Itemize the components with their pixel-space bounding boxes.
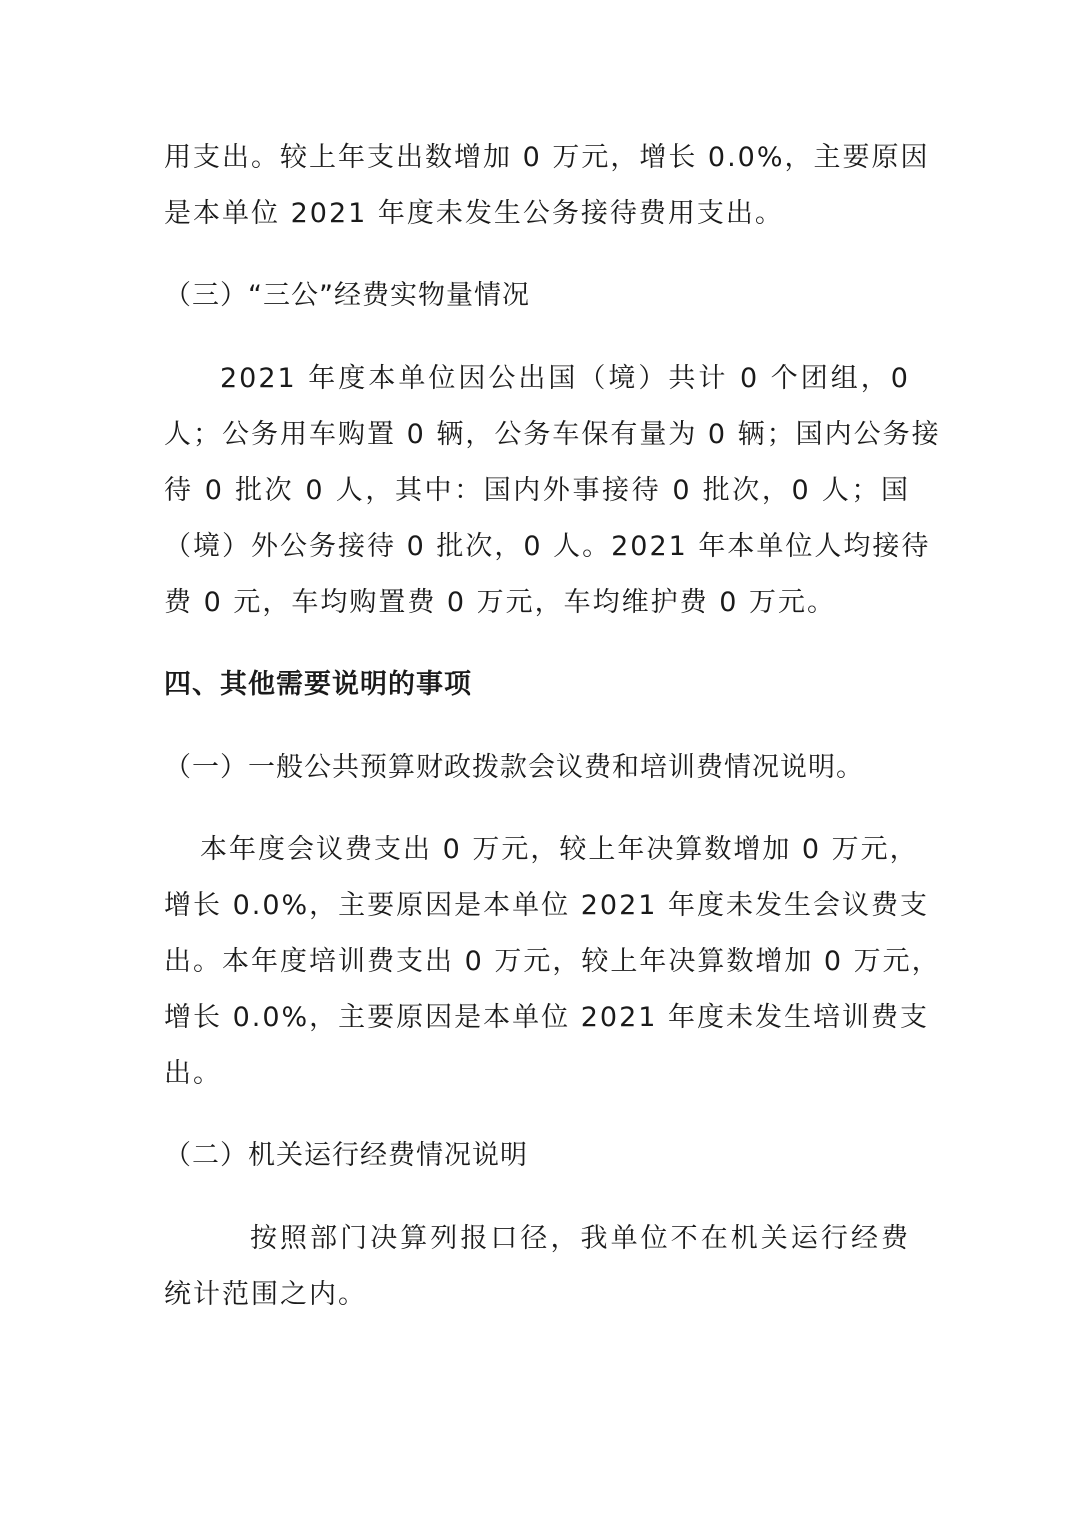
paragraph-line: 人；公务用车购置 0 辆，公务车保有量为 0 辆；国内公务接 xyxy=(164,419,941,450)
paragraph-line: 本年度会议费支出 0 万元，较上年决算数增加 0 万元， xyxy=(200,834,919,865)
paragraph-line: 待 0 批次 0 人，其中：国内外事接待 0 批次，0 人；国 xyxy=(164,475,910,506)
paragraph-line: 增长 0.0%，主要原因是本单位 2021 年度未发生会议费支 xyxy=(164,890,930,921)
section-heading: （三）“三公”经费实物量情况 xyxy=(164,280,530,311)
subsection-heading: （二）机关运行经费情况说明 xyxy=(164,1140,528,1171)
paragraph-line: 增长 0.0%，主要原因是本单位 2021 年度未发生培训费支 xyxy=(164,1002,930,1033)
paragraph-line: 用支出。较上年支出数增加 0 万元，增长 0.0%，主要原因 xyxy=(164,142,930,173)
paragraph-line: 出。 xyxy=(164,1058,222,1089)
paragraph-line: 出。本年度培训费支出 0 万元，较上年决算数增加 0 万元， xyxy=(164,946,941,977)
subsection-heading: （一）一般公共预算财政拨款会议费和培训费情况说明。 xyxy=(164,752,864,783)
paragraph-line: 统计范围之内。 xyxy=(164,1279,367,1310)
paragraph-line: 费 0 元，车均购置费 0 万元，车均维护费 0 万元。 xyxy=(164,587,837,618)
paragraph-line: 2021 年度本单位因公出国（境）共计 0 个团组，0 xyxy=(220,363,910,394)
paragraph-line: 按照部门决算列报口径，我单位不在机关运行经费 xyxy=(250,1223,910,1254)
section-heading: 四、其他需要说明的事项 xyxy=(164,669,472,700)
paragraph-line: 是本单位 2021 年度未发生公务接待费用支出。 xyxy=(164,198,784,229)
paragraph-line: （境）外公务接待 0 批次，0 人。2021 年本单位人均接待 xyxy=(164,531,931,562)
